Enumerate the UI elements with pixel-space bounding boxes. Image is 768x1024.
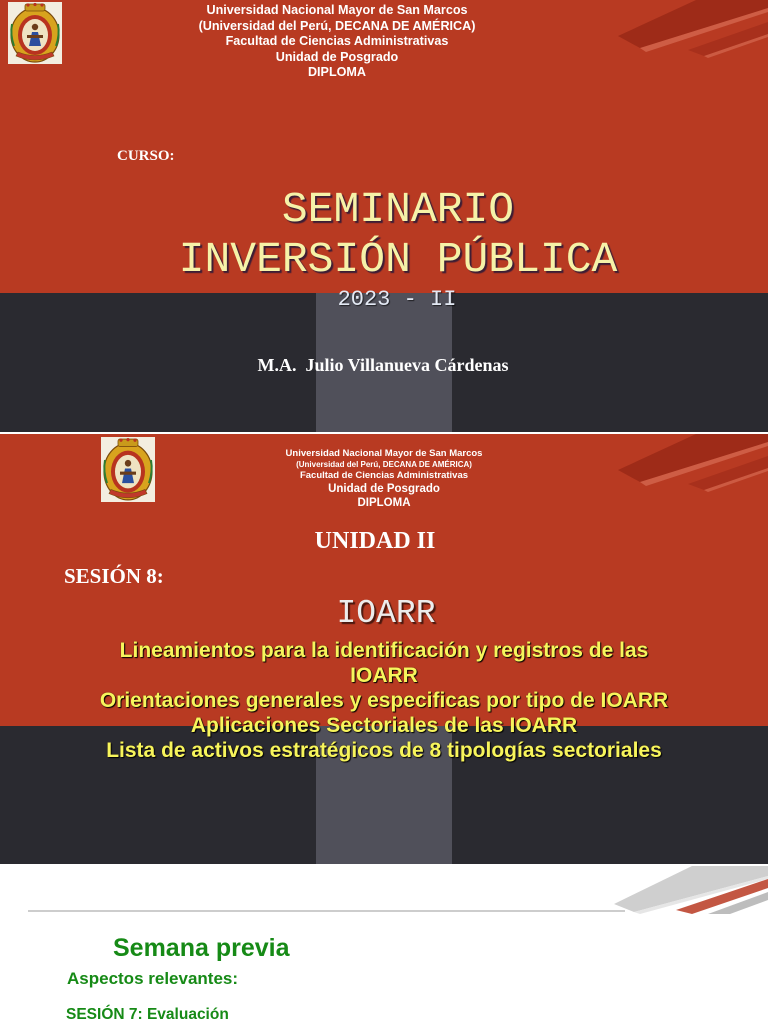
header-unit: Unidad de Posgrado	[275, 49, 399, 64]
slide-cover	[0, 0, 768, 432]
divider-line	[28, 910, 625, 912]
institution-header	[184, 448, 584, 510]
decorative-bands	[612, 866, 768, 914]
slide-previous-week	[0, 866, 768, 1024]
topic-item: Lista de activos estratégicos de 8 tipologías sectoriales	[106, 738, 662, 762]
course-title-line-1: SEMINARIO	[281, 185, 515, 234]
section-heading: Semana previa	[113, 934, 290, 962]
topic-item: Orientaciones generales y especificas por tipo de IOARR	[99, 688, 669, 712]
topic-item: Lineamientos para la identificación y registros de las IOARR	[119, 638, 649, 687]
header-university-subtitle: (Universidad del Perú, DECANA DE AMÉRICA)	[296, 459, 472, 469]
instructor-name: M.A. Julio Villanueva Cárdenas	[257, 355, 509, 375]
university-crest-logo	[101, 437, 155, 502]
session-label: SESIÓN 8:	[64, 564, 164, 588]
decorative-bands	[600, 434, 768, 494]
header-university-subtitle: (Universidad del Perú, DECANA DE AMÉRICA)	[198, 18, 476, 33]
institution-header	[137, 3, 537, 81]
unit-title: UNIDAD II	[314, 528, 436, 554]
header-program: DIPLOMA	[357, 496, 411, 509]
slide-session	[0, 434, 768, 864]
session-evaluation-line: SESIÓN 7: Evaluación	[66, 1006, 229, 1023]
header-faculty: Facultad de Ciencias Administrativas	[299, 469, 469, 481]
header-university: Universidad Nacional Mayor de San Marcos	[206, 3, 468, 17]
header-program: DIPLOMA	[307, 65, 367, 79]
section-subheading: Aspectos relevantes:	[67, 969, 239, 988]
decorative-bands	[600, 0, 768, 60]
header-faculty: Facultad de Ciencias Administrativas	[225, 34, 449, 48]
academic-period: 2023 - II	[337, 287, 457, 312]
course-label: CURSO:	[117, 148, 175, 164]
session-topic: IOARR	[336, 595, 436, 632]
topic-item: Aplicaciones Sectoriales de las IOARR	[190, 713, 578, 737]
header-unit: Unidad de Posgrado	[328, 482, 440, 495]
course-title-line-2: INVERSIÓN PÚBLICA	[178, 235, 618, 284]
university-crest-logo	[8, 2, 62, 64]
header-university: Universidad Nacional Mayor de San Marcos	[285, 447, 483, 459]
session-topics-list	[91, 638, 677, 763]
